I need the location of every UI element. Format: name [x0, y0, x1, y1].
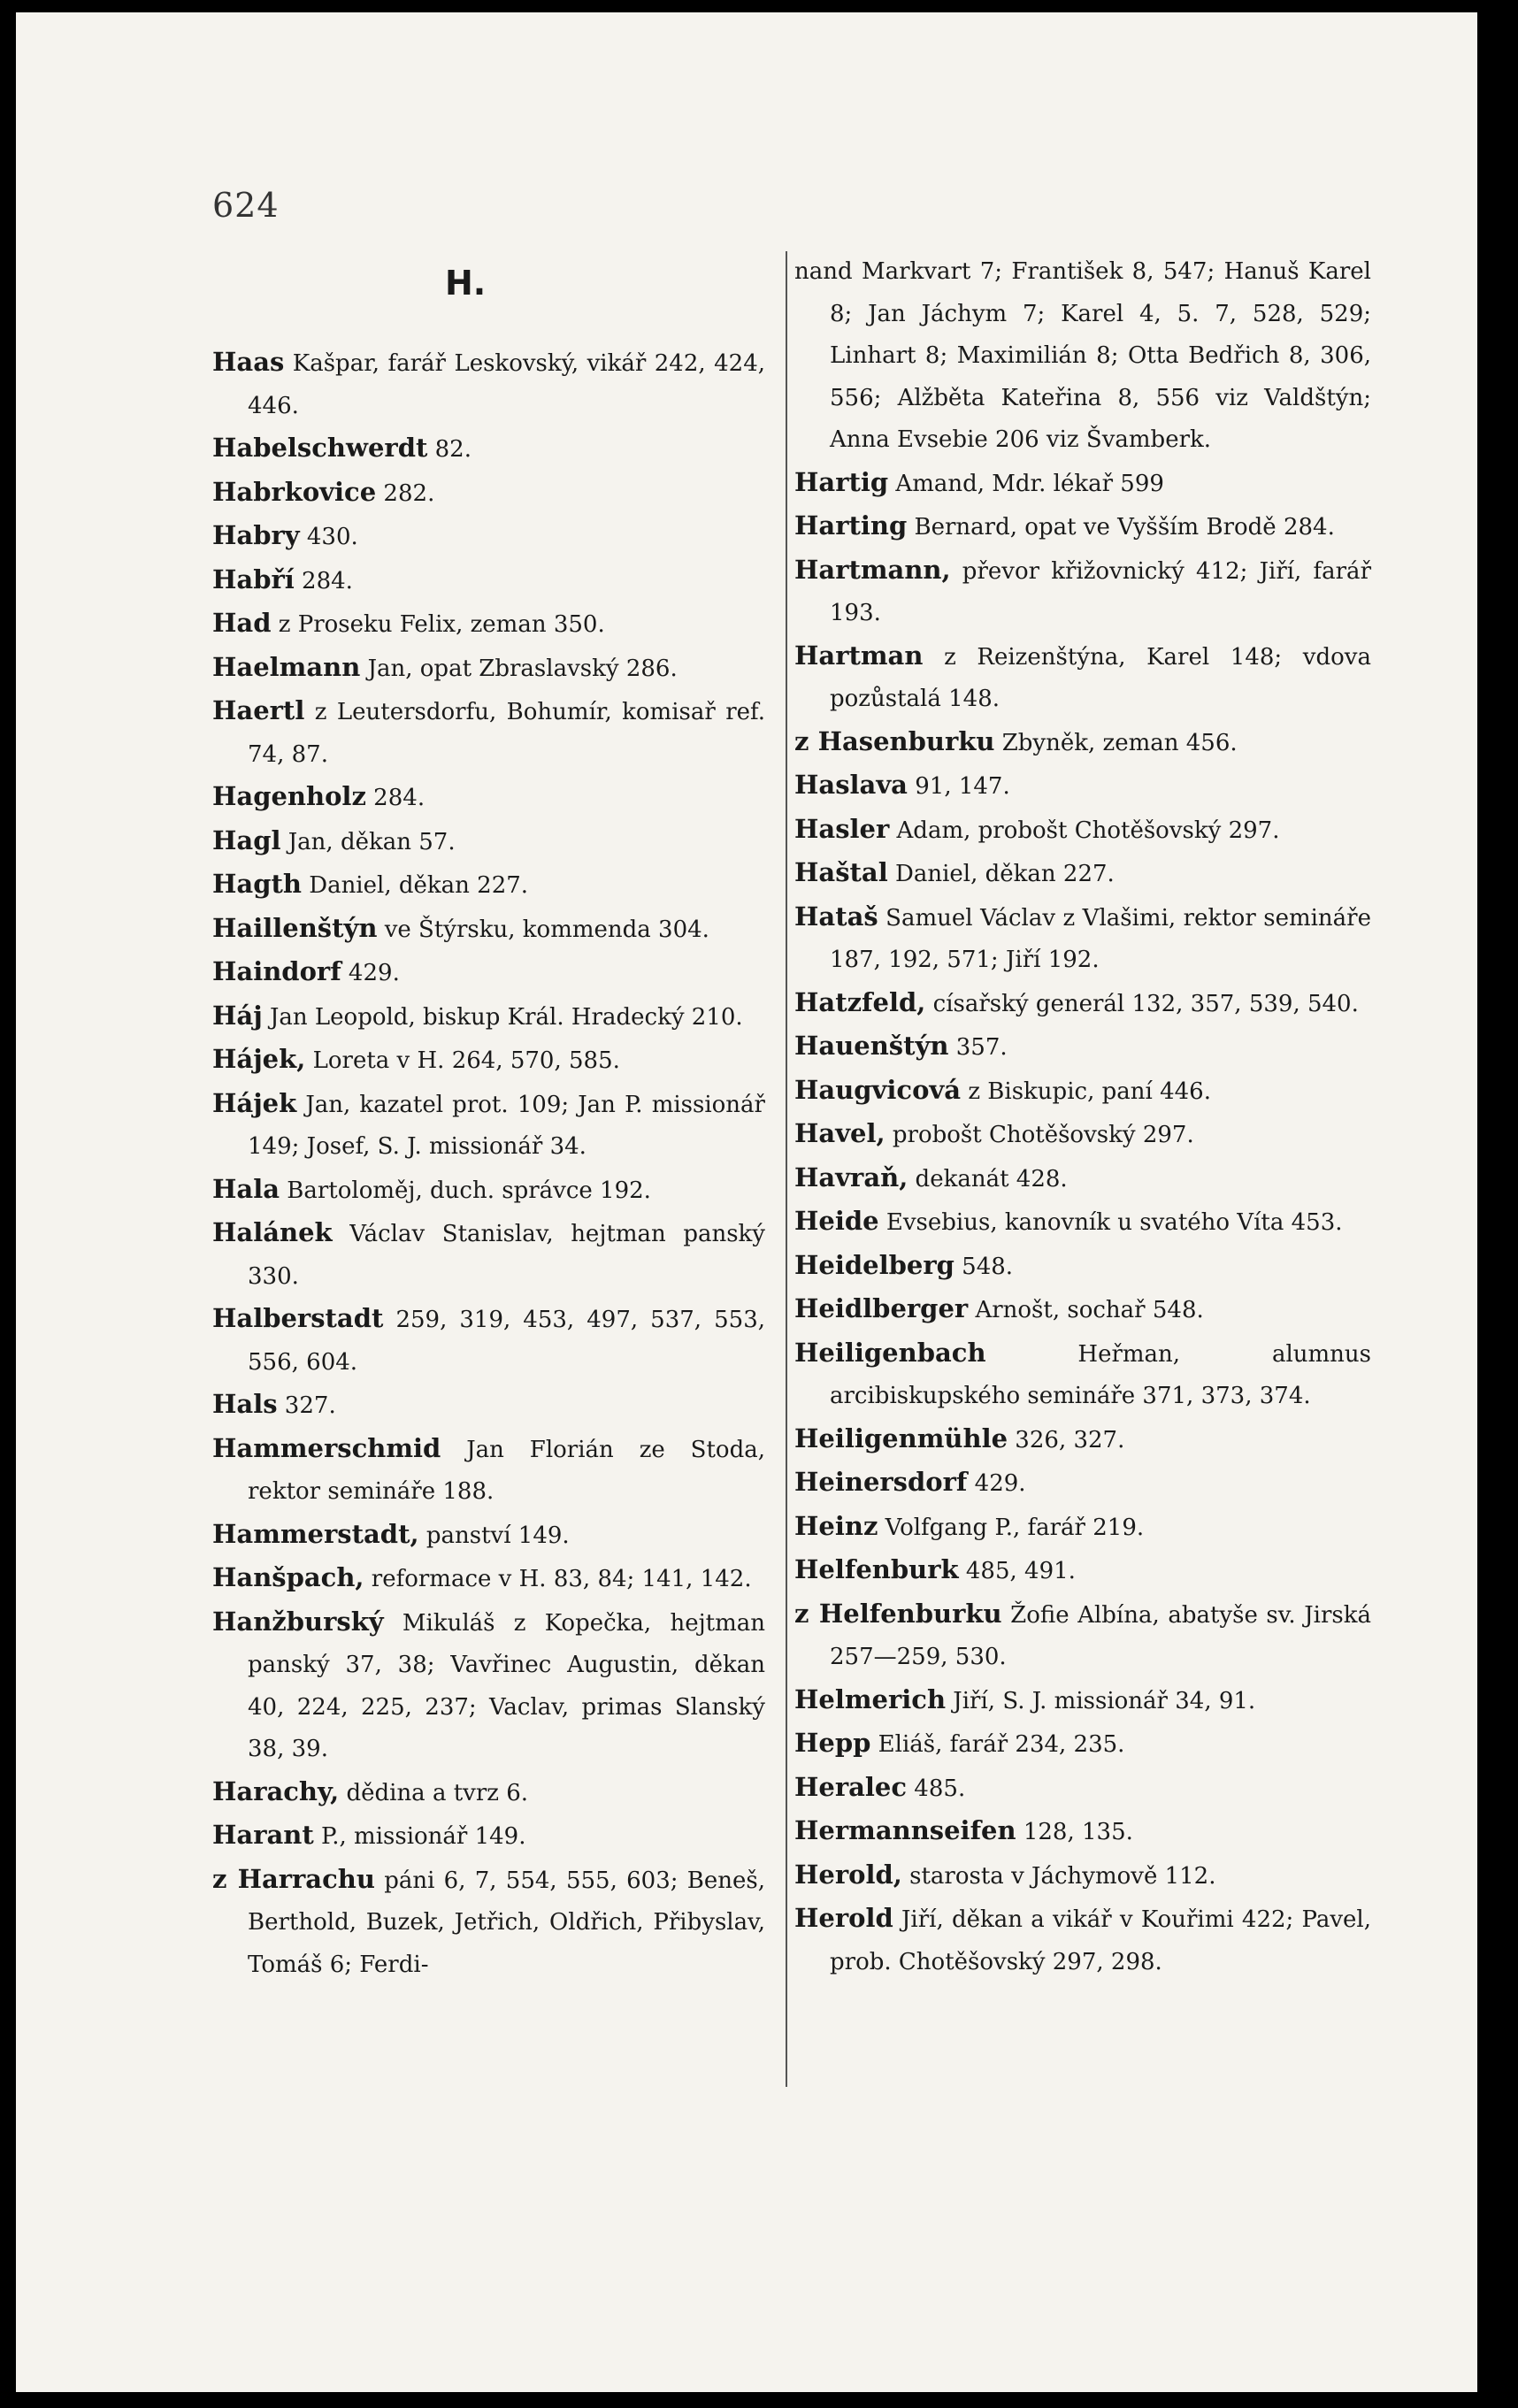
entry-headword: Haas: [212, 347, 285, 377]
entry-headword: Had: [212, 608, 272, 638]
entry-text: Adam, probošt Chotěšovský 297.: [889, 817, 1280, 844]
entry-headword: Harachy,: [212, 1775, 340, 1806]
entry-text: Jan Florián ze Stoda, rektor semináře 188.: [248, 1436, 765, 1505]
index-entry: [794, 1810, 1371, 1854]
entry-headword: Haelmann: [212, 651, 361, 682]
entry-headword: Habří: [212, 564, 295, 594]
entry-text: Daniel, děkan 227.: [301, 872, 529, 899]
entry-text: starosta v Jáchymově 112.: [901, 1862, 1216, 1890]
index-column-right: [794, 251, 1371, 1983]
entry-headword: Helfenburk: [794, 1554, 959, 1584]
entry-text: císařský generál 132, 357, 539, 540.: [925, 990, 1359, 1017]
index-entry: [212, 427, 765, 472]
entry-text: Evsebius, kanovník u svatého Víta 453.: [878, 1209, 1343, 1236]
index-entry: [212, 1298, 765, 1384]
entry-headword: Heidelberg: [794, 1249, 954, 1280]
index-entry: [212, 1771, 765, 1815]
index-entry: [212, 951, 765, 995]
index-entry: [794, 1025, 1371, 1070]
entry-text: 284.: [365, 785, 426, 811]
entry-headword: Harting: [794, 510, 908, 541]
entry-text: panství 149.: [418, 1522, 570, 1549]
entry-headword: Heralec: [794, 1771, 908, 1802]
index-entry: [212, 1212, 765, 1298]
entry-text: Loreta v H. 264, 570, 585.: [305, 1047, 620, 1074]
index-entry: [212, 1859, 765, 1987]
entry-text: Mikuláš z Kopečka, hejtman panský 37, 38; Vavřinec Augustin, děkan 40, 224, 225, 237; Vaclav, primas Slanský 38, 39.: [248, 1609, 765, 1762]
index-entry: [794, 809, 1371, 853]
entry-text: z Proseku Felix, zeman 350.: [271, 611, 605, 638]
entry-headword: Haugvicová: [794, 1074, 962, 1105]
index-entry: [794, 462, 1371, 506]
index-entry: [794, 1722, 1371, 1767]
index-column-left: [212, 341, 765, 1986]
entry-headword: Helmerich: [794, 1683, 947, 1714]
entry-text: probošt Chotěšovský 297.: [885, 1122, 1194, 1148]
entry-text: Žofie Albína, abatyše sv. Jirská 257—259, 530.: [830, 1601, 1371, 1670]
entry-headword: Havraň,: [794, 1162, 908, 1192]
entry-headword: Hasler: [794, 813, 890, 844]
entry-headword: Hagenholz: [212, 781, 366, 811]
index-entry: [212, 1428, 765, 1514]
index-entry: [212, 602, 765, 647]
index-entry: [794, 982, 1371, 1026]
index-entry: [794, 896, 1371, 982]
entry-headword: Hepp: [794, 1728, 871, 1758]
index-entry: [212, 995, 765, 1039]
index-entry: [794, 505, 1371, 549]
index-entry: [794, 1461, 1371, 1506]
entry-text: dekanát 428.: [908, 1165, 1068, 1192]
entry-headword: Hájek: [212, 1087, 297, 1118]
index-entry: [794, 1506, 1371, 1550]
entry-text: reformace v H. 83, 84; 141, 142.: [364, 1566, 752, 1592]
entry-text: Kašpar, farář Leskovský, vikář 242, 424, 446.: [248, 350, 765, 419]
entry-headword: Heidlberger: [794, 1293, 969, 1323]
entry-text: Jiří, S. J. missionář 34, 91.: [946, 1687, 1256, 1714]
entry-headword: z Harrachu: [212, 1863, 375, 1894]
entry-headword: Heiligenbach: [794, 1337, 986, 1368]
entry-headword: Hájek,: [212, 1044, 306, 1074]
entry-text: z Reizenštýna, Karel 148; vdova pozůstalá 148.: [830, 643, 1371, 712]
index-entry: [794, 1113, 1371, 1157]
entry-text: Amand, Mdr. lékař 599: [888, 470, 1164, 497]
index-entry: [212, 690, 765, 776]
index-entry: [794, 549, 1371, 635]
entry-headword: Herold,: [794, 1859, 902, 1890]
index-entry: [794, 1679, 1371, 1723]
entry-text: 284.: [294, 567, 353, 594]
index-entry: [212, 1514, 765, 1558]
index-entry: [794, 635, 1371, 721]
entry-text: z Leutersdorfu, Bohumír, komisař ref. 74, 87.: [248, 699, 765, 768]
entry-text: Jiří, děkan a vikář v Kouřimi 422; Pavel, prob. Chotěšovský 297, 298.: [830, 1906, 1371, 1975]
index-entry: [794, 721, 1371, 765]
entry-headword: Hartmann,: [794, 554, 951, 585]
entry-text: páni 6, 7, 554, 555, 603; Beneš, Berthold, Buzek, Jetřich, Oldřich, Přibyslav, Tomáš 6; Ferdi-: [248, 1867, 765, 1978]
index-entry: [212, 1814, 765, 1859]
entry-headword: Hartig: [794, 466, 889, 497]
entry-text: převor křižovnický 412; Jiří, farář 193.: [830, 557, 1371, 626]
entry-headword: Havel,: [794, 1118, 886, 1148]
entry-text: Volfgang P., farář 219.: [878, 1514, 1145, 1541]
entry-text: 326, 327.: [1008, 1426, 1125, 1453]
entry-text: Bartoloměj, duch. správce 192.: [280, 1177, 651, 1204]
index-entry: [794, 1332, 1371, 1418]
index-entry: [212, 1083, 765, 1169]
entry-text: Zbyněk, zeman 456.: [994, 729, 1238, 756]
index-entry: [794, 1288, 1371, 1332]
entry-text: Jan Leopold, biskup Král. Hradecký 210.: [262, 1003, 743, 1031]
column-divider: [786, 251, 787, 2087]
entry-headword: Hauenštýn: [794, 1031, 949, 1061]
entry-headword: Heinersdorf: [794, 1467, 968, 1497]
entry-headword: Hatzfeld,: [794, 986, 926, 1017]
entry-headword: Heide: [794, 1206, 879, 1236]
index-entry: [212, 820, 765, 864]
entry-headword: Hermannseifen: [794, 1815, 1016, 1845]
index-entry: [212, 1601, 765, 1771]
index-entry: [212, 1039, 765, 1083]
index-entry: [212, 776, 765, 820]
entry-headword: Háj: [212, 1000, 263, 1031]
entry-headword: z Helfenburku: [794, 1598, 1002, 1629]
entry-headword: Hammerschmid: [212, 1432, 441, 1463]
entry-text: Heřman, alumnus arcibiskupského semináře 371, 373, 374.: [830, 1340, 1371, 1409]
index-entry: [212, 1169, 765, 1213]
entry-text: nand Markvart 7; František 8, 547; Hanuš Karel 8; Jan Jáchym 7; Karel 4, 5. 7, 528, 529; Linhart 8; Maximilián 8; Otta Bedřich 8, 306, 556; Alžběta Kateřina 8, 556 viz Valdštýn; Anna Evsebie 206 viz Švamberk.: [794, 258, 1371, 453]
index-entry: [212, 908, 765, 952]
book-page: [16, 12, 1477, 2392]
entry-text: 430.: [299, 524, 358, 550]
entry-headword: Haslava: [794, 770, 908, 800]
entry-text: z Biskupic, paní 446.: [961, 1077, 1211, 1105]
entry-text: Samuel Václav z Vlašimi, rektor semináře 187, 192, 571; Jiří 192.: [830, 904, 1371, 973]
entry-text: Arnošt, sochař 548.: [968, 1297, 1204, 1323]
entry-headword: Hataš: [794, 901, 878, 932]
index-entry: [794, 1070, 1371, 1114]
index-entry: [794, 1549, 1371, 1593]
entry-headword: Halberstadt: [212, 1303, 384, 1333]
entry-text: Václav Stanislav, hejtman panský 330.: [248, 1221, 765, 1290]
entry-text: 429.: [967, 1470, 1026, 1497]
index-entry: [794, 764, 1371, 809]
entry-text: Jan, kazatel prot. 109; Jan P. missionář 149; Josef, S. J. missionář 34.: [248, 1091, 765, 1160]
entry-headword: z Hasenburku: [794, 725, 995, 756]
entry-headword: Hanšpach,: [212, 1562, 364, 1592]
index-entry: [212, 647, 765, 691]
entry-headword: Halánek: [212, 1217, 333, 1247]
entry-text: P., missionář 149.: [313, 1823, 526, 1850]
index-entry: [794, 1767, 1371, 1811]
index-entry: [212, 515, 765, 559]
entry-headword: Heiligenmühle: [794, 1423, 1008, 1453]
entry-headword: Hagth: [212, 869, 302, 899]
index-entry: [212, 472, 765, 516]
entry-text: 259, 319, 453, 497, 537, 553, 556, 604.: [248, 1307, 765, 1376]
index-entry: [794, 1593, 1371, 1679]
entry-text: Jan, opat Zbraslavský 286.: [360, 655, 678, 682]
entry-text: 327.: [277, 1392, 336, 1419]
page-number: 624: [212, 186, 280, 225]
entry-headword: Hagl: [212, 824, 281, 855]
index-entry: [794, 1157, 1371, 1201]
entry-text: Eliáš, farář 234, 235.: [870, 1731, 1125, 1758]
entry-headword: Haindorf: [212, 956, 341, 986]
entry-text: 82.: [427, 436, 472, 463]
entry-text: 128, 135.: [1016, 1819, 1133, 1845]
section-heading: H.: [445, 264, 487, 303]
index-entry: [794, 1245, 1371, 1289]
index-entry: [794, 1898, 1371, 1983]
entry-headword: Hanžburský: [212, 1606, 384, 1637]
entry-headword: Habrkovice: [212, 476, 377, 507]
index-entry: [794, 1854, 1371, 1898]
entry-text: 357.: [948, 1034, 1008, 1061]
entry-text: 548.: [954, 1253, 1014, 1280]
entry-text: Daniel, děkan 227.: [887, 861, 1115, 887]
entry-headword: Hammerstadt,: [212, 1518, 419, 1549]
index-entry: [212, 863, 765, 908]
entry-headword: Herold: [794, 1903, 893, 1933]
entry-headword: Haertl: [212, 695, 305, 725]
entry-text: 485, 491.: [958, 1558, 1076, 1584]
entry-text: ve Štýrsku, kommenda 304.: [377, 916, 709, 943]
index-entry: [794, 251, 1371, 462]
index-entry: [212, 341, 765, 427]
entry-text: Jan, děkan 57.: [280, 828, 456, 855]
index-entry: [794, 852, 1371, 896]
entry-headword: Heinz: [794, 1510, 878, 1541]
entry-text: 485.: [907, 1775, 966, 1802]
entry-text: Bernard, opat ve Vyšším Brodě 284.: [907, 514, 1335, 541]
entry-headword: Habelschwerdt: [212, 433, 428, 463]
entry-text: 91, 147.: [907, 773, 1010, 800]
index-entry: [212, 1384, 765, 1428]
entry-headword: Hartman: [794, 640, 924, 671]
index-entry: [212, 1557, 765, 1601]
index-entry: [212, 559, 765, 603]
entry-text: 429.: [341, 960, 400, 986]
index-entry: [794, 1200, 1371, 1245]
entry-headword: Harant: [212, 1820, 314, 1850]
entry-text: 282.: [376, 479, 435, 507]
entry-headword: Haštal: [794, 857, 888, 887]
entry-headword: Haillenštýn: [212, 912, 378, 943]
entry-headword: Habry: [212, 520, 300, 550]
entry-headword: Hala: [212, 1173, 280, 1204]
entry-text: dědina a tvrz 6.: [339, 1779, 529, 1806]
entry-headword: Hals: [212, 1389, 278, 1419]
index-entry: [794, 1418, 1371, 1462]
